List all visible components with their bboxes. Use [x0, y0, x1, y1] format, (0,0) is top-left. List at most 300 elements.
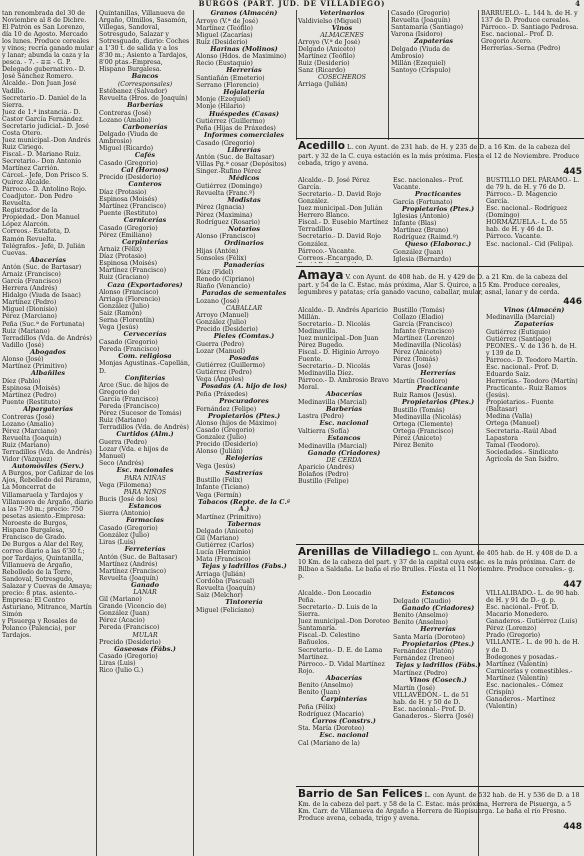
- directory-entry: Guerra (Pedro): [99, 438, 148, 446]
- directory-entry: Liras (Luis): [99, 538, 136, 546]
- section-heading: Propietarios (Ptes.): [401, 398, 475, 407]
- directory-entry: Pérez (Marciano): [2, 427, 58, 435]
- directory-entry: Vadillo (José): [2, 341, 44, 349]
- intro-paragraph: tan renombrada del 30 de Noviembre al 8 de Dicbre. El Patrón es San Lorenzo, día 10 de Agosto. Mercado los lunes. Produce cereales y vinos; recría ganado mular y lanar; abunda la caza y la pesca. - 7. - ≡≡ - G. P.: [2, 10, 94, 67]
- directory-entry: Medinavilla (Marcial): [486, 314, 555, 322]
- column-5: [391, 10, 476, 136]
- directory-entry: Santoyo (Crispulo): [391, 66, 451, 74]
- directory-entry: Secretario.- Don Antonio Martínez Carrión.: [2, 157, 82, 173]
- directory-entry: Gutiérrez (Domingo): [196, 182, 263, 190]
- section-heading: Propietarios (Ptes.): [207, 411, 281, 420]
- section-rule: [296, 544, 584, 545]
- directory-entry: Pérez (Sucesor de Tomás): [99, 410, 182, 418]
- section-heading: Carnicerías: [123, 216, 167, 225]
- directory-entry: Espinosa (Moisés): [99, 196, 158, 204]
- directory-entry: Medinavilla (Marcial): [298, 442, 367, 450]
- section-heading: Tabernas: [227, 519, 261, 528]
- directory-entry: Antón (Suc. de Bartasar): [2, 264, 82, 272]
- section-heading: Abacerías: [29, 255, 67, 264]
- directory-entry: PEONES.- V. de 136 h. de H. y 139 de D.: [486, 342, 577, 357]
- directory-entry: Juez municipal.-Don Doroteo Santamaría.: [298, 618, 390, 633]
- section-subheading: LANAR: [133, 589, 157, 597]
- directory-entry: Herrera (Andrés): [2, 285, 58, 293]
- town-description: L. con Ayunt. de 231 hab. de H. y 235 de D. a 16 Km. de la cabeza del part. y 32 de la C. cuya estación es la más próxima. Fiesta el 12 de Noviembre. Produce cebada, trigo y avena.: [298, 144, 580, 167]
- directory-entry: Pereda (Francisco): [99, 403, 160, 411]
- section-heading: Zapaterías: [514, 320, 554, 329]
- directory-entry: Benito (Anselmo): [298, 682, 353, 690]
- section-subheading: PARA NIÑOS: [123, 488, 167, 496]
- directory-entry: Precido (Desiderio): [196, 326, 258, 334]
- section-heading: Herrerías: [420, 369, 456, 378]
- directory-entry: Puente (Restituto): [99, 210, 158, 218]
- directory-entry: Díaz (Fidel): [196, 269, 234, 277]
- directory-entry: Hijas (Antón): [196, 247, 239, 255]
- directory-entry: Peña (Práxedes): [196, 390, 248, 398]
- directory-entry: Bodegones y posadas.- Martínez (Valentín): [486, 653, 559, 668]
- column-divider: [96, 10, 97, 856]
- directory-entry: Gonzalez (Julio): [196, 434, 247, 442]
- section-heading: Sastrerías: [225, 468, 263, 477]
- directory-entry: Arriaga (Florencio): [99, 296, 161, 304]
- section-heading: Abogados: [30, 347, 66, 356]
- directory-entry: Martínez (Teófilo): [196, 24, 254, 32]
- directory-entry: Alonso (hijos de Máximo): [196, 420, 277, 428]
- directory-entry: Esc. nacional.- Rodríguez (Domingo): [486, 205, 568, 220]
- section-heading: Vinos (Almacén): [503, 305, 565, 314]
- directory-entry: Vega (Filomena): [99, 481, 152, 489]
- directory-entry: Fiscal.- D. Higinio Arroyo Fuente.: [298, 349, 379, 364]
- directory-entry: Ruiz (Desiderio): [298, 60, 350, 68]
- directory-entry: García (Fortunato): [393, 198, 453, 206]
- directory-entry: Gutiérrez (Santiago): [486, 335, 552, 343]
- directory-entry: Santamaría (Santiago): [391, 24, 464, 32]
- directory-entry: Ortega (Francisco): [393, 427, 454, 435]
- directory-entry: Casado (Gregorio): [99, 524, 158, 532]
- directory-entry: Párroco.- D. Santiago Pedrosa.: [481, 24, 579, 32]
- directory-entry: Casado (Gregorio): [99, 653, 158, 661]
- section-subheading: (Corresponsales): [117, 80, 173, 88]
- section-heading: Vinos: [331, 23, 353, 32]
- entry-number: 446: [563, 296, 582, 307]
- directory-entry: Esc. nacionales.- Prof. Vacante.: [393, 177, 464, 192]
- directory-entry: Revuelta (Joaquín): [196, 585, 256, 592]
- directory-entry: Villas Pg.ª cosar (Depósitos): [196, 161, 287, 169]
- section-subheading: COSECHEROS: [317, 74, 366, 82]
- directory-entry: Collazo (Eladio): [393, 313, 444, 321]
- entry-number: 445: [563, 166, 582, 177]
- directory-entry: VILLANTE.- L. de 90 h. de H. y de D.: [486, 639, 580, 654]
- directory-entry: Alcalde.- D. Andrés Aparicio Millán.: [298, 306, 388, 321]
- section-heading: Estancos: [128, 501, 162, 510]
- directory-entry: Martínez (Teófilo): [298, 53, 356, 61]
- directory-entry: Martínez (Lorenzo): [393, 334, 455, 342]
- directory-entry: Arroyo (V.ª de José): [298, 39, 361, 47]
- town-name: Amaya: [298, 269, 344, 282]
- directory-entry: Secretario.- D. E. de Lama Martínez.: [298, 646, 383, 661]
- directory-entry: Ruiz (Mariano): [2, 441, 50, 449]
- directory-entry: Alcalde.- D. José Pérez García.: [298, 177, 370, 192]
- directory-entry: Santa María (Doroteo): [393, 633, 465, 641]
- directory-entry: BARRUELO.- L. 144 h. de H. y 137 de D. Produce cereales.: [481, 10, 578, 25]
- directory-entry: Vega (Ángeles): [196, 376, 244, 384]
- directory-entry: Practicante.- Ruiz Ramos (Jesús).: [486, 385, 567, 400]
- section-heading: Tintorería: [225, 598, 263, 607]
- directory-entry: Esc. nacional.- Cid (Felipa).: [486, 240, 574, 248]
- directory-entry: Arnaiz (Francisco): [2, 271, 61, 279]
- directory-entry: Secretario.- D. David Rojo González.: [298, 191, 381, 206]
- directory-entry: Esc. nacionales.- Cómez (Crispín): [486, 681, 564, 696]
- column-divider: [388, 10, 389, 140]
- directory-entry: Peña (Félix): [298, 703, 336, 711]
- directory-entry: Secretario.- D. Nicolás Medinavilla.: [298, 320, 371, 335]
- directory-entry: Secretario.- D. Luis de la Sierra.: [298, 604, 378, 619]
- directory-entry: Alonso (Hdos. de Maximino): [196, 53, 287, 61]
- directory-entry: Terradillos (Vda. de Andrés): [2, 334, 92, 342]
- section-heading: Vinos (Cosech.): [409, 676, 467, 685]
- directory-entry: HORMAZUELA.- L. de 55 hab. de H. y 46 de D.: [486, 219, 568, 234]
- column-6: [481, 10, 581, 136]
- directory-entry: Carnicerías y comestibles.- Martínez (Valentín): [486, 667, 573, 682]
- directory-entry: Pérez (Marciano): [2, 313, 58, 321]
- directory-entry: Martínez (Francisco): [99, 267, 167, 275]
- directory-entry: Díaz (Protasio): [99, 253, 147, 261]
- section-subheading: ALMACENES: [320, 32, 364, 40]
- directory-entry: Telégrafos.- Jefe, D. Julián Cuevas.: [2, 242, 86, 257]
- directory-entry: Ruiz (Mariano): [99, 417, 147, 425]
- directory-entry: Infante (Francisco): [393, 327, 455, 335]
- directory-entry: Bustillo (Félix): [196, 477, 243, 485]
- directory-entry: Martínez (Bruno): [393, 227, 449, 235]
- directory-entry: Arriaga (Julián): [196, 570, 246, 578]
- town-name: Arenillas de Villadiego: [298, 547, 431, 558]
- directory-entry: Sanz (Ricardo): [298, 67, 346, 75]
- section-heading: Abacerías: [325, 673, 363, 682]
- directory-entry: Revuelta (Franc.º): [196, 189, 255, 197]
- directory-entry: Alonso (Francisco): [99, 289, 159, 297]
- section-heading: Carpinterías: [121, 237, 169, 246]
- directory-entry: Juez municipal.-Don Juan Pérez Bugedo.: [298, 334, 379, 350]
- section-heading: Farmacias: [126, 516, 164, 525]
- directory-entry: Bustillo (Tomás): [393, 406, 445, 414]
- directory-entry: Juez municipal.-Don Julián Herrero Blanco.: [298, 205, 383, 220]
- directory-entry: Registrador de la Propiedad.- Don Manuel López Alarcón.: [2, 207, 80, 229]
- section-heading: Queso (Elaborac.): [404, 240, 472, 249]
- directory-entry: Rico (Julio G.): [99, 667, 144, 675]
- directory-entry: Benito (Juan): [298, 689, 341, 697]
- directory-entry: y Pisuerga y Rosales de Polanco (Palencia), por Tardajos.: [2, 618, 78, 640]
- directory-entry: Martín (Teodoro): [393, 377, 448, 385]
- directory-entry: Vega (Fermín): [196, 491, 242, 499]
- column-3: [196, 10, 292, 856]
- section-heading: Barberías: [325, 404, 363, 413]
- directory-entry: Ruiz (Mariano): [2, 327, 50, 335]
- directory-entry: Secretario.- D. Nicolás Medinavilla Díez.: [298, 363, 371, 378]
- directory-entry: Ganaderos.- Martínez (Valentín): [486, 695, 556, 710]
- directory-entry: Sta. María (Doroteo): [298, 725, 365, 733]
- directory-entry: Rodríguez (Raimd.º): [393, 234, 459, 242]
- directory-entry: Precido (Desiderio): [196, 441, 258, 449]
- directory-entry: Sonsoles (Félix): [196, 254, 247, 262]
- section-heading: Harinas (Molinos): [210, 44, 278, 53]
- directory-entry: González (Julio): [196, 319, 247, 327]
- directory-entry: Infante (Blas): [393, 220, 437, 228]
- directory-entry: Gutiérrez (Eutiquio): [486, 328, 551, 336]
- directory-entry: Coadjutor.- Don Pedro Revuelta.: [2, 193, 73, 208]
- town-description: L. con Ayunt. de 532 hab. de H. y 536 de D. a 18 Km. de la cabeza del part. y 58 de la C. Estac. más próxima, Herrera de Pisuerga, a 5 Km. Carr. de Villanueva de Argaño a Herrera de Riopisuerga. Le baña el río Fresno. Produce avena, cebada, trigo y avena.: [298, 792, 580, 822]
- running-head: BURGOS (PART. JUD. DE VILLADIEGO): [198, 0, 386, 8]
- directory-entry: Lozano (José): [196, 297, 240, 305]
- section-heading: Ganado (Criadores): [307, 448, 381, 457]
- section-heading: Esc. nacional: [319, 731, 369, 740]
- directory-entry: Casado (Gregorio): [99, 338, 158, 346]
- directory-entry: Pérez (Emiliano): [99, 231, 152, 239]
- section-heading: Herrerías: [420, 625, 456, 634]
- section-subheading: MULAR: [132, 631, 158, 639]
- directory-entry: Espinosa (Moisés): [2, 384, 61, 392]
- directory-entry: Miguel (Felicíano): [196, 606, 255, 614]
- arenillas-section: [298, 547, 582, 783]
- directory-entry: De Burgos a Alar del Rey, correo diario a las 6'30 t.; por Tardajos, Quintanilla, Villanueva de Argaño, Rebolledo de la Torre, Sandoval, Sotresgudo, Salazar y Cuevas de Amaya; precio: 8 ptas. asiento.-Empresa: El Centro Asturiano, Mitrance, Martín Simón: [2, 540, 93, 619]
- directory-entry: Párroco. Vacante.: [486, 233, 543, 241]
- town-description: L. con Ayunt. de 405 hab. de H. y 408 de D. a 10 Km. de la cabeza del part. y 37 de la capital cuya estac. es la más próxima. Carr. de Bilbao a Saldaña. Le baña el río Brulles. Fiesta el 11 Noviembre. Produce cereales.- g. p.: [298, 550, 578, 580]
- directory-entry: VILLAVEDÓN.- L. de 51 hab. de H. y 50 de D.: [393, 691, 470, 706]
- directory-entry: Singer.-Rufino Pérez: [196, 168, 262, 176]
- directory-entry: Casado (Gregorio): [196, 427, 255, 435]
- directory-entry: Bustillo (Felipe): [298, 478, 349, 486]
- directory-entry: Riaño (Venancio): [196, 283, 251, 291]
- directory-entry: Juez de 1.ª instancia.- D. Castor García Fernández.: [2, 108, 84, 123]
- directory-entry: Liras (Luis): [99, 660, 136, 668]
- section-heading: Pieles (Comtas.): [213, 332, 275, 341]
- directory-entry: Puente (Restituto): [2, 398, 61, 406]
- directory-entry: Alonso (Julián): [196, 448, 243, 456]
- directory-entry: Correos.-Encargado, D.: [298, 254, 373, 262]
- directory-entry: Fiscal.-D. Celestino Bañuelos.: [298, 632, 360, 647]
- section-heading: Tabacos (Repte. de la C.ª A.): [198, 497, 290, 514]
- directory-entry: Gutiérrez (Pedro): [196, 369, 252, 377]
- section-heading: Barberías: [126, 101, 164, 110]
- section-heading: Abacerías: [325, 390, 363, 399]
- column-1: [2, 10, 94, 856]
- section-heading: Granos (Almacén): [210, 10, 278, 17]
- directory-entry: González (Juan): [393, 248, 444, 256]
- directory-entry: Miguel (Zacarías): [196, 31, 253, 39]
- directory-entry: Ganaderos.- Sierra (José): [393, 712, 474, 720]
- section-heading: Curtidos (Alm.): [116, 430, 174, 439]
- directory-entry: Lozano (Amalio): [2, 420, 54, 428]
- column-divider: [193, 10, 194, 856]
- section-heading: Caza (Exportadores): [107, 280, 183, 289]
- section-heading: Procuradores: [219, 397, 269, 406]
- directory-entry: Pérez Benito: [393, 442, 434, 450]
- directory-entry: Fernández (Platón): [393, 648, 454, 656]
- directory-entry: Ortega (Clemente): [393, 420, 453, 428]
- directory-entry: García (Francisco): [393, 320, 453, 328]
- directory-entry: Contreras (José): [2, 413, 55, 421]
- directory-entry: Fernández (Felipe): [196, 405, 257, 413]
- directory-entry: Vega (Jesús): [99, 324, 139, 332]
- entry-number: 447: [563, 579, 582, 590]
- directory-entry: Benito (Anselmo): [393, 619, 448, 627]
- directory-entry: Casado (Gregorio): [391, 10, 450, 17]
- directory-entry: Espinosa (Moisés): [99, 260, 158, 268]
- directory-entry: Arroyo (V.ª de José): [196, 17, 259, 25]
- directory-entry: Rodríguez (Macario): [298, 710, 364, 718]
- directory-entry: Medina (Valla): [486, 413, 533, 421]
- directory-entry: Pereda (Francisco): [99, 624, 160, 632]
- section-heading: Tejas y ladrillos (Fabs.): [201, 562, 287, 571]
- directory-entry: Iglesia (Bernardo): [393, 256, 452, 263]
- directory-entry: Bolaños (Pedro): [298, 471, 349, 479]
- section-heading: Paradas de sementales: [201, 289, 287, 298]
- page-number: 4: [575, 0, 580, 8]
- directory-entry: Martínez (Primitivo): [196, 513, 261, 521]
- directory-entry: Lucía (Herminio): [196, 549, 251, 557]
- directory-entry: Ruiz Ramos (Jesús).: [393, 392, 457, 400]
- directory-entry: Arce (Suc. de hijos de Gregorio de): [99, 382, 169, 397]
- directory-entry: Martínez (Francisco): [99, 203, 167, 211]
- section-heading: Alpargaterías: [22, 405, 74, 414]
- directory-entry: Arnaiz (Félix): [99, 246, 142, 254]
- directory-entry: Saiz (Melchor): [196, 592, 243, 600]
- directory-entry: Precido (Desiderio): [99, 638, 161, 646]
- directory-entry: Fiscal.- D. Mariano Ruiz.: [2, 150, 81, 158]
- directory-entry: Benito (Anselmo): [393, 612, 448, 620]
- directory-entry: Alonso (Francisco): [196, 233, 256, 241]
- directory-entry: Gutiérrez (Carlos): [196, 542, 254, 550]
- section-heading: Automóviles (Serv.): [12, 461, 84, 470]
- directory-entry: Seco (Andrés): [99, 460, 144, 468]
- town-name: Acedillo: [298, 141, 345, 152]
- directory-entry: Serna (Florentín): [99, 317, 155, 325]
- directory-entry: Ruiz (Desiderio): [196, 38, 248, 46]
- directory-entry: González (Julio): [99, 303, 150, 311]
- directory-entry: Estébanez (Salvador): [99, 87, 168, 95]
- section-heading: Notarios: [228, 224, 260, 233]
- directory-entry: Mata (Francisco): [196, 556, 251, 564]
- directory-entry: Antón (Suc. de Baltasar): [99, 553, 178, 561]
- section-heading: Posadas (A. hijo de los): [200, 382, 288, 391]
- directory-entry: Renedo (Cipriano): [196, 276, 255, 284]
- section-heading: Practicantes: [414, 190, 462, 199]
- directory-entry: Párroco.- D. Antolino Rojo.: [2, 186, 87, 194]
- town-description: V. con Ayunt. de 408 hab. de H. y 429 de D. a 21 Km. de la cabeza del part. y 54 de la C. Estac. más próxima, Alar S. Quirce, a 15 Km. Produce cereales, legumbres y patatas; cría ganado vacuno, caballar, mular, asnal, lanar y de cerda.: [298, 274, 568, 297]
- directory-entry: Revuelta (Joaquín): [391, 17, 451, 25]
- section-heading: Carbonerías: [122, 122, 168, 131]
- directory-entry: Juez municipal.-Don Andrés Ruiz Ciriego.: [2, 136, 91, 151]
- section-heading: Com. religiosa: [118, 351, 172, 360]
- directory-entry: Párroco.- D. Teodoro Martín.: [486, 357, 578, 365]
- section-heading: Ganado: [131, 580, 159, 589]
- section-heading: Médicos: [228, 174, 260, 183]
- directory-entry: Ruiz (Graciano): [99, 274, 149, 282]
- section-heading: Huéspedes (Casas): [208, 109, 279, 118]
- directory-entry: BUSTILLO DEL PÁRAMO.- L. de 79 h. de H. y 76 de D.: [486, 177, 580, 192]
- directory-entry: Herrerías.- Teodoro (Martín): [486, 378, 578, 386]
- directory-entry: Precido (Desiderio): [99, 174, 161, 182]
- directory-entry: Aparicio (Andrés): [298, 464, 355, 472]
- directory-entry: Párroco.- D. Vidal Martínez Rojo.: [298, 660, 385, 675]
- directory-entry: Martínez (Francisco): [99, 567, 167, 575]
- directory-entry: Revuelta (Joaquín): [99, 574, 159, 582]
- directory-entry: Revuelta (Joaquín): [2, 434, 62, 442]
- directory-entry: Pérez (Aniceto): [393, 349, 442, 357]
- directory-entry: Bustillo (Tomás): [393, 306, 445, 314]
- acedillo-section: [298, 141, 582, 263]
- directory-entry: Monje (Ezequiel): [196, 96, 251, 104]
- directory-entry: Arroyo (Manuel): [196, 312, 249, 320]
- section-heading: Propietarios (Ptes.): [401, 204, 475, 213]
- directory-entry: Díaz (Protasio): [99, 188, 147, 196]
- directory-entry: Secretario.- D. David Rojo González.: [298, 233, 381, 248]
- directory-entry: Cárcel.- Jefe, Don Prisco S. Quiroz Alcalde.: [2, 172, 89, 187]
- directory-entry: VILLALIBADO.- L. de 90 hab. de H. y 91 de D.- g. p.: [486, 590, 580, 605]
- directory-entry: Miguel (Ricardo): [99, 145, 154, 153]
- town-name: Barrio de San Felices: [298, 789, 423, 800]
- directory-entry: Pérez (Lorenzo): [486, 625, 537, 633]
- directory-entry: Fernández (Ireneo): [393, 655, 455, 663]
- directory-entry: Peña (Hijas de Práxedes): [196, 125, 276, 133]
- section-heading: Modistas: [227, 195, 261, 204]
- column-divider: [296, 10, 297, 140]
- section-heading: Tejas y ladrillos (Fábs.): [395, 661, 481, 670]
- directory-entry: Párroco.- Vacante.: [298, 247, 357, 255]
- directory-entry: Hidalgo (Viuda de Isaac): [2, 292, 81, 300]
- directory-entry: Rodríguez (Rosario): [196, 218, 260, 226]
- directory-entry: Pérez (Aniceto): [393, 435, 442, 443]
- section-heading: Cal (Hornos): [121, 165, 169, 174]
- section-heading: Informes comerciales: [203, 131, 285, 140]
- directory-entry: Lozano (Amalio): [99, 116, 151, 124]
- directory-entry: Saiz (Ramón): [99, 310, 142, 318]
- directory-entry: Guerra (Pedro): [196, 340, 245, 348]
- directory-entry: Martínez (Primitivo): [2, 363, 67, 371]
- directory-entry: Varas (José): [393, 363, 431, 371]
- directory-entry: Bucis (José de los): [99, 495, 158, 503]
- section-subheading: CABALLAR: [225, 305, 263, 313]
- directory-entry: Medinavilla (Marcial): [298, 398, 367, 406]
- directory-entry: Herrerías.-Serna (Pedro): [481, 45, 561, 53]
- section-heading: Gaseosas (Fábs.): [114, 644, 176, 653]
- directory-entry: Gutiérrez (Guillermo): [196, 362, 265, 370]
- directory-entry: Esc. nacional.- Prof. D. Gregorio Acero.: [481, 31, 554, 46]
- directory-entry: Millán (Ezequiel): [391, 59, 446, 67]
- section-heading: Estancos: [327, 434, 361, 443]
- section-rule: [296, 786, 584, 787]
- directory-entry: Delgado (Viuda de Ambrosio): [99, 131, 158, 146]
- directory-entry: Cordoba (Pascual): [196, 577, 255, 585]
- section-heading: Esc. nacional: [319, 419, 369, 428]
- section-heading: Posadas: [229, 353, 259, 362]
- directory-entry: Martínez (Pedro): [2, 299, 57, 307]
- directory-entry: Gil (Mariano): [99, 596, 142, 604]
- directory-entry: Alonso (José): [2, 356, 44, 364]
- section-rule: [296, 138, 584, 139]
- directory-entry: Esc. nacional.- Prof. D. Eduardo Saiz.: [486, 364, 559, 379]
- entry-number: 448: [563, 821, 582, 832]
- directory-entry: Casado (Gregorio): [99, 159, 158, 167]
- directory-entry: Terradillos (Vda. de Andrés): [2, 448, 92, 456]
- directory-entry: Serrano (Florencio): [196, 81, 259, 89]
- directory-entry: Monje (Hilario): [196, 103, 245, 111]
- section-heading: Carros (Constrs.): [312, 716, 376, 725]
- directory-entry: Quintanillas, Villanueva de Argaño, Olmillos, Sasamón, Villegas, Sandoval, Sotresgudo, Salazar y Sotresguado, diario: Coches a 1'30 t. de salida y a los 8'30 m.; Asiento a Tardajos, 8'00 ptas.-Empresa, Hispano Burgalesa.: [99, 10, 190, 74]
- section-heading: Bancos: [131, 72, 159, 81]
- section-heading: Librerías: [227, 145, 261, 154]
- directory-entry: González (Juan): [99, 610, 150, 618]
- directory-entry: Martínez (Pedro): [2, 391, 57, 399]
- directory-entry: Vega (Jesús): [196, 462, 236, 470]
